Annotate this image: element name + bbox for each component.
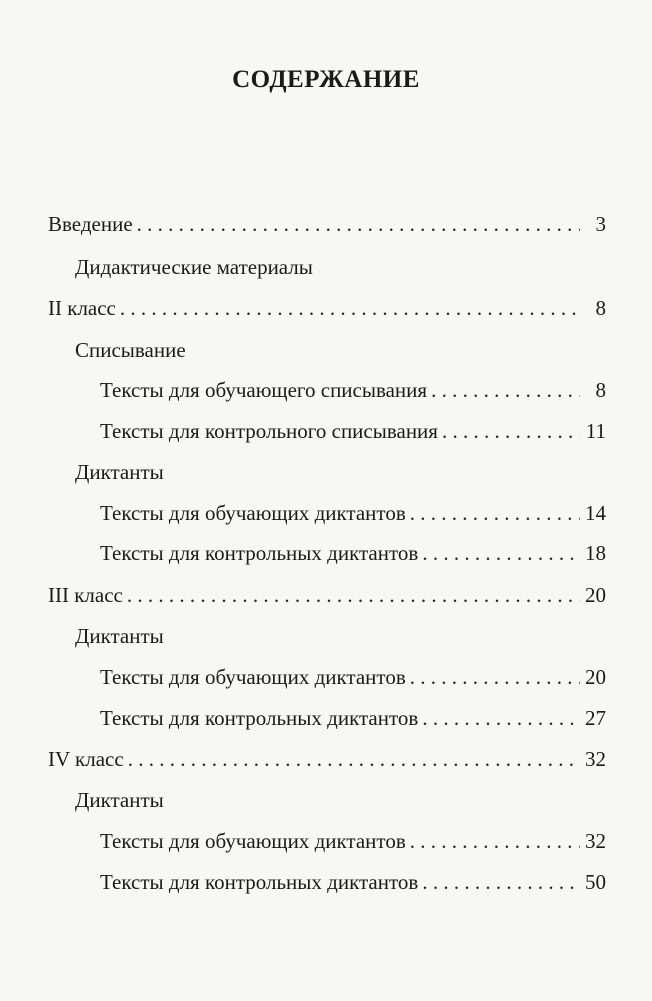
toc-entry-page: 20: [585, 583, 606, 607]
toc-entry-page: 11: [585, 419, 606, 443]
toc-entry: [100, 828, 606, 854]
page-title: СОДЕРЖАНИЕ: [232, 66, 420, 93]
toc-entry: [48, 295, 606, 321]
dot-leader: [422, 540, 580, 566]
toc-entry-page: 27: [585, 706, 606, 730]
toc-subsection-heading: Диктанты: [75, 460, 164, 484]
toc-entry-page: 18: [585, 541, 606, 565]
toc-entry-page: 8: [595, 378, 606, 402]
toc-entry-label: Тексты для обучающих диктантов: [100, 665, 406, 689]
toc-entry-page: 50: [585, 870, 606, 894]
dot-leader: [442, 418, 580, 444]
toc-entry-page: 14: [585, 501, 606, 525]
toc-entry-label: Тексты для обучающего списывания: [100, 378, 428, 402]
toc-entry: [100, 664, 606, 690]
dot-leader: [137, 211, 580, 237]
toc-entry-page: 20: [585, 665, 606, 689]
dot-leader: [120, 295, 580, 321]
dot-leader: [422, 869, 580, 895]
toc-entry-page: 8: [595, 296, 606, 320]
toc-entry-label: Тексты для контрольных диктантов: [100, 870, 419, 894]
toc-entry: [100, 377, 606, 403]
toc-subsection-heading: Диктанты: [75, 624, 164, 648]
toc-entry: [100, 540, 606, 566]
toc-entry-label: Тексты для контрольного списывания: [100, 419, 438, 443]
dot-leader: [128, 746, 580, 772]
toc-entry-label: IV класс: [48, 747, 124, 771]
toc-entry: [48, 211, 606, 237]
toc-subsection-heading: Диктанты: [75, 788, 164, 812]
toc-entry: [48, 746, 606, 772]
toc-entry: [100, 500, 606, 526]
dot-leader: [410, 500, 580, 526]
toc-entry: [100, 705, 606, 731]
toc-entry: [100, 418, 606, 444]
toc-entry-label: Тексты для обучающих диктантов: [100, 829, 406, 853]
dot-leader: [410, 664, 580, 690]
toc-entry-label: III класс: [48, 583, 123, 607]
toc-entry-label: Введение: [48, 212, 133, 236]
toc-entry-page: 32: [585, 829, 606, 853]
dot-leader: [431, 377, 580, 403]
toc-entry: [100, 869, 606, 895]
toc-subsection-heading: Списывание: [75, 338, 186, 362]
toc-entry-label: II класс: [48, 296, 116, 320]
toc-entry: [48, 582, 606, 608]
dot-leader: [127, 582, 580, 608]
toc-entry-label: Тексты для обучающих диктантов: [100, 501, 406, 525]
toc-entry-page: 3: [595, 212, 606, 236]
toc-entry-label: Тексты для контрольных диктантов: [100, 706, 419, 730]
dot-leader: [410, 828, 580, 854]
toc-entry-label: Тексты для контрольных диктантов: [100, 541, 419, 565]
dot-leader: [422, 705, 580, 731]
toc-entry-page: 32: [585, 747, 606, 771]
toc-section-heading: Дидактические материалы: [75, 255, 313, 279]
